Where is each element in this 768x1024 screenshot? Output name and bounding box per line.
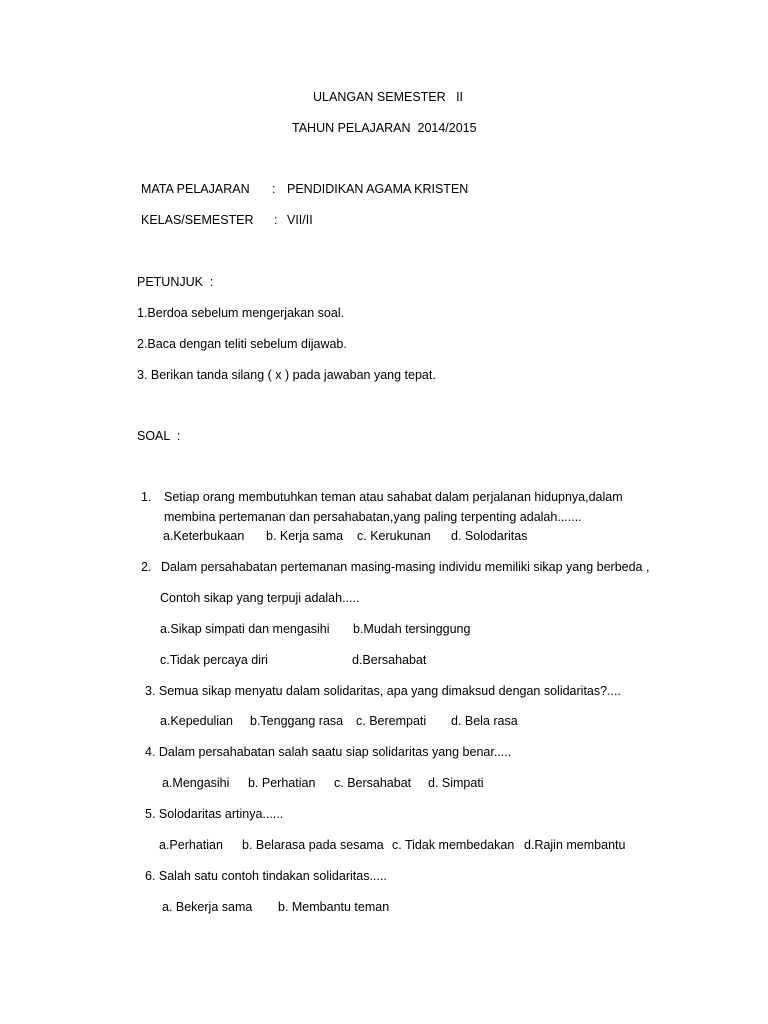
instructions-heading: PETUNJUK :	[137, 275, 214, 289]
question-text: Setiap orang membutuhkan teman atau sahabat dalam perjalanan hidupnya,dalam	[164, 490, 623, 504]
option-c: c. Bersahabat	[334, 776, 412, 790]
instruction-item: 1.Berdoa sebelum mengerjakan soal.	[137, 306, 345, 320]
question-text: Dalam persahabatan pertemanan masing-masing individu memiliki sikap yang berbeda ,	[161, 560, 650, 574]
option-b: b. Membantu teman	[278, 900, 390, 914]
subject-colon: :	[272, 182, 276, 196]
option-c: c. Kerukunan	[357, 529, 431, 543]
option-a: a. Bekerja sama	[162, 900, 253, 914]
option-d: d. Solodaritas	[451, 529, 528, 543]
option-b: b.Mudah tersinggung	[353, 622, 471, 636]
question-text: 5. Solodaritas artinya......	[145, 807, 284, 821]
option-a: a.Kepedulian	[160, 714, 233, 728]
question-number: 1.	[141, 490, 152, 504]
question-text: Contoh sikap yang terpuji adalah.....	[160, 591, 360, 605]
option-c: c. Tidak membedakan	[392, 838, 515, 852]
option-a: a.Sikap simpati dan mengasihi	[160, 622, 330, 636]
option-a: a.Perhatian	[159, 838, 223, 852]
question-text: 6. Salah satu contoh tindakan solidaritas.....	[145, 869, 387, 883]
option-d: d. Simpati	[428, 776, 484, 790]
option-b: b.Tenggang rasa	[250, 714, 344, 728]
option-d: d.Rajin membantu	[524, 838, 626, 852]
question-text: 4. Dalam persahabatan salah saatu siap solidaritas yang benar.....	[145, 745, 512, 759]
question-text: 3. Semua sikap menyatu dalam solidaritas, apa yang dimaksud dengan solidaritas?....	[145, 684, 621, 698]
question-number: 2.	[141, 560, 152, 574]
option-b: b. Perhatian	[248, 776, 316, 790]
subject-label: MATA PELAJARAN	[141, 182, 250, 196]
option-d: d. Bela rasa	[451, 714, 518, 728]
question-text: membina pertemanan dan persahabatan,yang paling terpenting adalah.......	[164, 510, 582, 524]
class-label: KELAS/SEMESTER	[141, 213, 254, 227]
questions-heading: SOAL :	[137, 429, 181, 443]
exam-title: ULANGAN SEMESTER II	[313, 90, 464, 104]
option-a: a.Mengasihi	[162, 776, 230, 790]
option-d: d.Bersahabat	[352, 653, 427, 667]
option-a: a.Keterbukaan	[163, 529, 245, 543]
class-colon: :	[274, 213, 278, 227]
option-b: b. Belarasa pada sesama	[242, 838, 384, 852]
instruction-item: 2.Baca dengan teliti sebelum dijawab.	[137, 337, 347, 351]
option-c: c. Berempati	[356, 714, 427, 728]
option-b: b. Kerja sama	[266, 529, 344, 543]
instruction-item: 3. Berikan tanda silang ( x ) pada jawaban yang tepat.	[137, 368, 436, 382]
subject-value: PENDIDIKAN AGAMA KRISTEN	[287, 182, 469, 196]
class-value: VII/II	[287, 213, 313, 227]
option-c: c.Tidak percaya diri	[160, 653, 268, 667]
academic-year: TAHUN PELAJARAN 2014/2015	[292, 121, 477, 135]
